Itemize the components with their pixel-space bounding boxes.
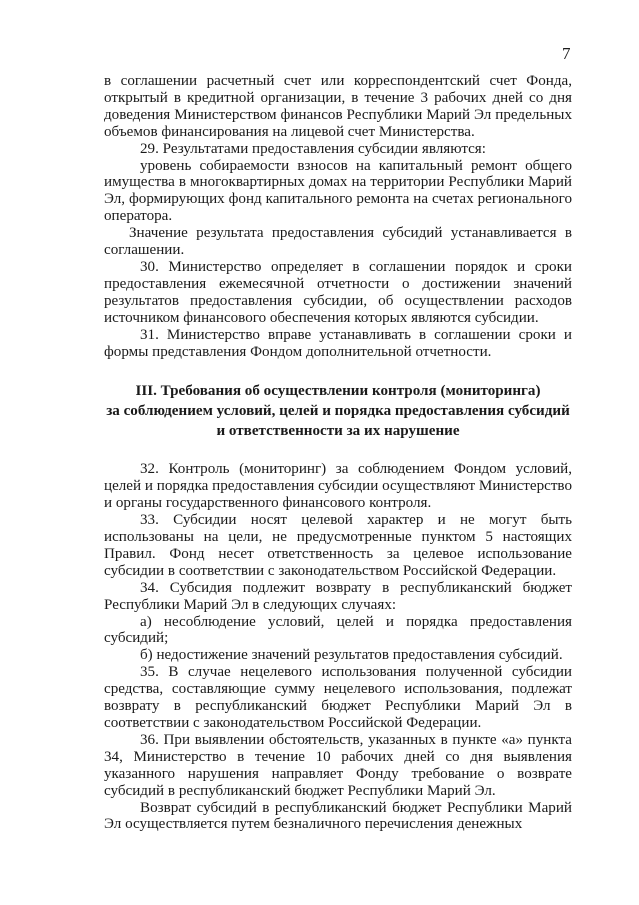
paragraph-29-value: Значение результата предоставления субсидий устанавливается в соглашении. — [104, 225, 572, 259]
paragraph-35: 35. В случае нецелевого использования полученной субсидии средства, составляющие сумму нецелевого использования, подлежат возврату в республиканский бюджет Республики Марий Эл в соответствии с законодательством Российской Федерации. — [104, 664, 572, 731]
paragraph-36: 36. При выявлении обстоятельств, указанных в пункте «а» пункта 34, Министерство в течение 10 рабочих дней со дня выявления указанного нарушения направляет Фонду требование о возврате субсидий в республиканский бюджет Республики Марий Эл. — [104, 731, 572, 799]
paragraph-31: 31. Министерство вправе устанавливать в соглашении сроки и формы представления Фондом дополнительной отчетности. — [104, 326, 572, 360]
bottom-paragraphs — [104, 461, 572, 833]
paragraph-33: 33. Субсидии носят целевой характер и не могут быть использованы на цели, не предусмотренные пунктом 5 настоящих Правил. Фонд несет ответственность за целевое использование субсидии в соответствии с законодательством Российской Федерации. — [104, 512, 572, 579]
paragraph-36-return: Возврат субсидий в республиканский бюджет Республики Марий Эл осуществляется путем безналичного перечисления денежных — [104, 799, 572, 833]
paragraph-34-b: б) недостижение значений результатов предоставления субсидий. — [140, 647, 563, 664]
section-title — [104, 381, 572, 441]
section-title-line-2: за соблюдением условий, целей и порядка предоставления субсидий — [106, 403, 570, 420]
paragraph-29-level: уровень собираемости взносов на капитальный ремонт общего имущества в многоквартирных домах на территории Республики Марий Эл, формирующих фонд капитального ремонта на счетах регионального оператора. — [104, 157, 572, 225]
paragraph-34-a: а) несоблюдение условий, целей и порядка предоставления субсидий; — [104, 613, 572, 647]
paragraph-34: 34. Субсидия подлежит возврату в республиканский бюджет Республики Марий Эл в следующих случаях: — [104, 579, 572, 613]
paragraph-30: 30. Министерство определяет в соглашении порядок и сроки предоставления ежемесячной отчетности о достижении значений результатов предоставления субсидии, об осуществлении расходов источником финансового обеспечения которых являются субсидии. — [104, 258, 572, 326]
page-number: 7 — [562, 44, 571, 63]
top-paragraphs — [104, 73, 572, 360]
paragraph-32: 32. Контроль (мониторинг) за соблюдением Фондом условий, целей и порядка предоставления субсидии осуществляют Министерство и органы государственного финансового контроля. — [104, 461, 572, 512]
document-body — [104, 73, 572, 833]
paragraph-29: 29. Результатами предоставления субсидии являются: — [140, 140, 486, 157]
section-title-line-1: III. Требования об осуществлении контроля (мониторинга) — [135, 383, 541, 400]
paragraph-intro: в соглашении расчетный счет или корреспондентский счет Фонда, открытый в кредитной организации, в течение 3 рабочих дней со дня доведения Министерством финансов Республики Марий Эл предельных объемов финансирования на лицевой счет Министерства. — [104, 73, 572, 140]
section-title-line-3: и ответственности за их нарушение — [216, 423, 460, 440]
